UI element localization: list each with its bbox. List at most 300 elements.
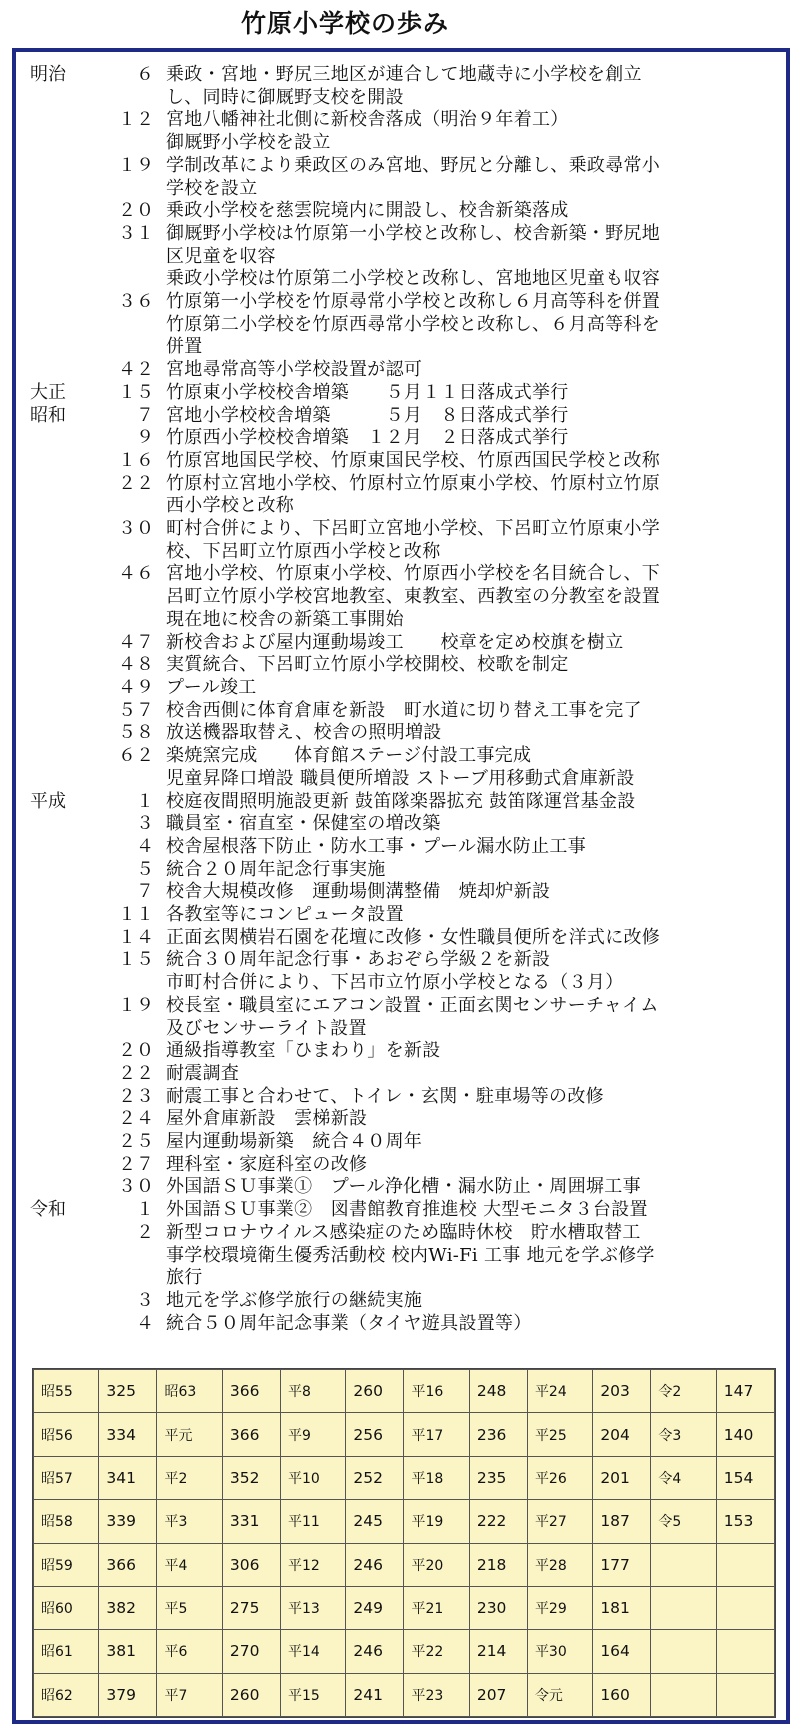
count-cell: 235 [469, 1456, 527, 1499]
history-entry [30, 1063, 784, 1086]
year-cell: 平20 [404, 1543, 469, 1586]
count-cell: 381 [99, 1630, 157, 1673]
era-label [30, 995, 96, 1040]
history-entry [30, 745, 784, 790]
year-label: ２２ [118, 472, 154, 494]
event-line: 外国語ＳＵ事業① プール浄化槽・漏水防止・周囲塀工事 [166, 1176, 641, 1198]
event-line: 実質統合、下呂町立竹原小学校開校、校歌を制定 [166, 654, 569, 676]
era-label: 大正 [30, 381, 66, 403]
year-label: １９ [118, 154, 154, 176]
year-cell: 平13 [280, 1586, 345, 1629]
event-line: 校舎屋根落下防止・防水工事・プール漏水防止工事 [166, 835, 586, 857]
count-cell: 187 [593, 1500, 651, 1543]
event-text [166, 654, 784, 677]
history-entry [30, 1176, 784, 1199]
enrollment-table-wrap [32, 1368, 776, 1718]
era-label: 昭和 [30, 404, 66, 426]
era-label [30, 473, 96, 518]
year-cell: 平9 [280, 1413, 345, 1456]
year-cell: 平27 [527, 1500, 592, 1543]
count-cell: 154 [716, 1456, 774, 1499]
year-label: ６ [136, 64, 154, 85]
year-label: １ [136, 790, 154, 812]
event-text [166, 927, 784, 950]
year-cell: 平3 [157, 1500, 222, 1543]
count-cell: 270 [222, 1630, 280, 1673]
era-label [30, 1176, 96, 1199]
event-text [166, 1290, 784, 1313]
event-text [166, 64, 784, 109]
event-text [166, 223, 784, 291]
count-cell: 382 [99, 1586, 157, 1629]
year-label: １１ [118, 904, 154, 926]
year-cell: 平元 [157, 1413, 222, 1456]
history-entry [30, 927, 784, 950]
year-cell: 昭58 [34, 1500, 99, 1543]
event-text [166, 109, 784, 154]
year-cell: 昭55 [34, 1370, 99, 1413]
count-cell: 201 [593, 1456, 651, 1499]
count-cell: 331 [222, 1500, 280, 1543]
table-row [34, 1500, 775, 1543]
history-entry [30, 791, 784, 814]
year-cell: 平15 [280, 1673, 345, 1716]
history-entry [30, 700, 784, 723]
event-line: プール竣工 [166, 676, 257, 698]
count-cell: 241 [346, 1673, 404, 1716]
event-line: 竹原第二小学校を竹原西尋常小学校と改称し、６月高等科を [166, 313, 661, 335]
event-line: 区児童を収容 [166, 245, 276, 267]
year-cell: 昭61 [34, 1630, 99, 1673]
event-text [166, 949, 784, 994]
era-label [30, 904, 96, 927]
era-label [30, 450, 96, 473]
year-label: ２０ [118, 200, 154, 222]
year-label: ４２ [118, 359, 154, 381]
year-label: １５ [118, 381, 154, 403]
year-cell: 昭59 [34, 1543, 99, 1586]
event-text [166, 745, 784, 790]
event-line: 呂町立竹原小学校宮地教室、東教室、西教室の分教室を設置 [166, 586, 661, 608]
count-cell: 275 [222, 1586, 280, 1629]
event-text [166, 1199, 784, 1222]
year-label: ２０ [118, 1040, 154, 1062]
year-cell: 昭62 [34, 1673, 99, 1716]
count-cell: 306 [222, 1543, 280, 1586]
event-line: 統合３０周年記念行事・あおぞら学級２を新設 [166, 949, 551, 971]
event-text [166, 155, 784, 200]
history-entry [30, 813, 784, 836]
event-text [166, 427, 784, 450]
year-label: ３０ [118, 518, 154, 540]
history-entry [30, 223, 784, 291]
year-cell: 令5 [651, 1500, 716, 1543]
year-cell: 平14 [280, 1630, 345, 1673]
year-cell: 昭60 [34, 1586, 99, 1629]
history-entry [30, 995, 784, 1040]
era-label [30, 700, 96, 723]
year-label: ４６ [118, 563, 154, 585]
history-entry [30, 382, 784, 405]
year-cell: 平2 [157, 1456, 222, 1499]
era-label [30, 291, 96, 359]
year-cell: 平17 [404, 1413, 469, 1456]
event-line: 屋内運動場新築 統合４０周年 [166, 1131, 423, 1153]
year-cell [651, 1543, 716, 1586]
event-line: 校庭夜間照明施設更新 鼓笛隊楽器拡充 鼓笛隊運営基金設 [166, 790, 636, 812]
year-label: ４９ [118, 676, 154, 698]
event-line: 学制改革により乗政区のみ宮地、野尻と分離し、乗政尋常小 [166, 154, 661, 176]
year-label: ３０ [118, 1176, 154, 1198]
history-entry [30, 1040, 784, 1063]
year-label: １６ [118, 449, 154, 471]
event-line: 現在地に校舎の新築工事開始 [166, 608, 404, 630]
event-line: 旅行 [166, 1267, 203, 1289]
event-line: 校舎西側に体育倉庫を新設 町水道に切り替え工事を完了 [166, 699, 642, 721]
era-label [30, 1040, 96, 1063]
event-line: 併置 [166, 336, 203, 358]
history-entry [30, 654, 784, 677]
event-line: 竹原西小学校校舎増築 １２月 ２日落成式挙行 [166, 427, 569, 449]
year-cell [651, 1630, 716, 1673]
era-label [30, 1131, 96, 1154]
count-cell: 203 [593, 1370, 651, 1413]
count-cell: 366 [222, 1413, 280, 1456]
count-cell: 246 [346, 1543, 404, 1586]
count-cell: 379 [99, 1673, 157, 1716]
history-entry [30, 291, 784, 359]
history-entry [30, 405, 784, 428]
count-cell: 177 [593, 1543, 651, 1586]
count-cell: 341 [99, 1456, 157, 1499]
year-cell: 平19 [404, 1500, 469, 1543]
era-label [30, 677, 96, 700]
history-entry [30, 1222, 784, 1290]
count-cell [716, 1543, 774, 1586]
era-label [30, 1290, 96, 1313]
history-entry [30, 1086, 784, 1109]
table-row [34, 1413, 775, 1456]
year-label: ７ [136, 404, 154, 426]
event-text [166, 405, 784, 428]
event-text [166, 1063, 784, 1086]
year-label: ３１ [118, 222, 154, 244]
table-row [34, 1543, 775, 1586]
era-label [30, 1086, 96, 1109]
count-cell: 249 [346, 1586, 404, 1629]
year-cell: 平21 [404, 1586, 469, 1629]
history-entry [30, 64, 784, 109]
event-text [166, 473, 784, 518]
event-text [166, 1154, 784, 1177]
history-entry [30, 450, 784, 473]
event-text [166, 1086, 784, 1109]
count-cell: 339 [99, 1500, 157, 1543]
era-label [30, 632, 96, 655]
year-label: １５ [118, 949, 154, 971]
count-cell: 236 [469, 1413, 527, 1456]
year-cell: 平6 [157, 1630, 222, 1673]
history-entry [30, 563, 784, 631]
year-cell [651, 1673, 716, 1716]
history-entry [30, 1290, 784, 1313]
event-text [166, 881, 784, 904]
year-label: １ [136, 1199, 154, 1221]
event-line: 宮地八幡神社北側に新校舎落成（明治９年着工） [166, 109, 569, 131]
event-text [166, 1176, 784, 1199]
era-label [30, 1313, 96, 1336]
event-line: 竹原村立宮地小学校、竹原村立竹原東小学校、竹原村立竹原 [166, 472, 661, 494]
count-cell: 164 [593, 1630, 651, 1673]
history-entry [30, 904, 784, 927]
year-label: ７ [136, 881, 154, 903]
count-cell: 204 [593, 1413, 651, 1456]
year-cell: 平30 [527, 1630, 592, 1673]
history-entry [30, 109, 784, 154]
event-line: 乗政・宮地・野尻三地区が連合して地蔵寺に小学校を創立 [166, 64, 642, 85]
event-line: 児童昇降口増設 職員便所増設 ストーブ用移動式倉庫新設 [166, 767, 635, 789]
event-text [166, 677, 784, 700]
era-label [30, 1154, 96, 1177]
count-cell: 218 [469, 1543, 527, 1586]
count-cell: 222 [469, 1500, 527, 1543]
event-text [166, 995, 784, 1040]
year-label: ４ [136, 835, 154, 857]
event-text [166, 904, 784, 927]
event-line: 耐震工事と合わせて、トイレ・玄関・駐車場等の改修 [166, 1085, 604, 1107]
count-cell: 207 [469, 1673, 527, 1716]
history-entry [30, 836, 784, 859]
table-row [34, 1456, 775, 1499]
year-cell: 令元 [527, 1673, 592, 1716]
event-line: 町村合併により、下呂町立宮地小学校、下呂町立竹原東小学 [166, 518, 661, 540]
year-cell: 令2 [651, 1370, 716, 1413]
event-line: 竹原第一小学校を竹原尋常小学校と改称し６月高等科を併置 [166, 291, 661, 313]
year-cell: 平8 [280, 1370, 345, 1413]
count-cell: 366 [222, 1370, 280, 1413]
year-cell [651, 1586, 716, 1629]
year-cell: 平5 [157, 1586, 222, 1629]
count-cell [716, 1630, 774, 1673]
history-entry [30, 632, 784, 655]
era-label [30, 927, 96, 950]
history-entry [30, 1108, 784, 1131]
count-cell: 214 [469, 1630, 527, 1673]
event-text [166, 632, 784, 655]
year-label: ２５ [118, 1131, 154, 1153]
era-label [30, 155, 96, 200]
event-text [166, 518, 784, 563]
era-label [30, 881, 96, 904]
year-cell: 平16 [404, 1370, 469, 1413]
event-line: 宮地小学校校舎増築 ５月 ８日落成式挙行 [166, 404, 569, 426]
history-entry [30, 677, 784, 700]
year-label: １２ [118, 109, 154, 131]
count-cell: 256 [346, 1413, 404, 1456]
history-entry [30, 427, 784, 450]
year-label: ４７ [118, 631, 154, 653]
table-row [34, 1673, 775, 1716]
year-cell: 平4 [157, 1543, 222, 1586]
event-line: 統合２０周年記念行事実施 [166, 858, 386, 880]
event-line: 放送機器取替え、校舎の照明増設 [166, 722, 442, 744]
event-line: 外国語ＳＵ事業② 図書館教育推進校 大型モニタ３台設置 [166, 1199, 648, 1221]
era-label [30, 109, 96, 154]
event-text [166, 836, 784, 859]
count-cell: 140 [716, 1413, 774, 1456]
history-entry [30, 722, 784, 745]
year-label: ３ [136, 813, 154, 835]
event-line: 地元を学ぶ修学旅行の継続実施 [166, 1289, 423, 1311]
count-cell [716, 1673, 774, 1716]
event-line: 理科室・家庭科室の改修 [166, 1153, 368, 1175]
history-entry [30, 518, 784, 563]
event-text [166, 291, 784, 359]
event-line: 及びセンサーライト設置 [166, 1017, 367, 1039]
count-cell: 147 [716, 1370, 774, 1413]
history-entry [30, 1313, 784, 1336]
year-label: ５ [136, 858, 154, 880]
era-label [30, 427, 96, 450]
era-label [30, 859, 96, 882]
year-label: ２２ [118, 1062, 154, 1084]
era-label [30, 359, 96, 382]
year-label: ５７ [118, 699, 154, 721]
history-entry [30, 473, 784, 518]
year-label: ９ [136, 427, 154, 449]
year-label: ６２ [118, 745, 154, 767]
event-line: 職員室・宿直室・保健室の増改築 [166, 813, 441, 835]
year-cell: 令3 [651, 1413, 716, 1456]
event-line: 新校舎および屋内運動場竣工 校章を定め校旗を樹立 [166, 631, 624, 653]
event-line: 正面玄関横岩石園を花壇に改修・女性職員便所を洋式に改修 [166, 926, 661, 948]
page-title: 竹原小学校の歩み [240, 9, 449, 38]
history-entry [30, 881, 784, 904]
era-label [30, 813, 96, 836]
history-entry [30, 1154, 784, 1177]
count-cell: 325 [99, 1370, 157, 1413]
era-label [30, 223, 96, 291]
event-text [166, 1222, 784, 1290]
count-cell: 246 [346, 1630, 404, 1673]
event-text [166, 1108, 784, 1131]
history-entry [30, 200, 784, 223]
era-label: 明治 [30, 64, 66, 85]
event-text [166, 1313, 784, 1336]
era-label [30, 949, 96, 994]
count-cell: 252 [346, 1456, 404, 1499]
count-cell: 352 [222, 1456, 280, 1499]
year-label: ５８ [118, 722, 154, 744]
year-cell: 平26 [527, 1456, 592, 1499]
event-line: 西小学校と改称 [166, 495, 295, 517]
year-label: １４ [118, 926, 154, 948]
enrollment-table [33, 1369, 775, 1717]
event-line: 乗政小学校を慈雲院境内に開設し、校舎新築落成 [166, 200, 569, 222]
year-label: ４ [136, 1312, 154, 1334]
event-line: 各教室等にコンピュータ設置 [166, 904, 404, 926]
era-label [30, 1222, 96, 1290]
era-label [30, 654, 96, 677]
year-cell: 平28 [527, 1543, 592, 1586]
era-label [30, 200, 96, 223]
year-cell: 平12 [280, 1543, 345, 1586]
year-label: ３ [136, 1289, 154, 1311]
event-line: 御厩野小学校は竹原第一小学校と改称し、校舎新築・野尻地 [166, 222, 661, 244]
year-cell: 平7 [157, 1673, 222, 1716]
count-cell: 260 [346, 1370, 404, 1413]
count-cell: 160 [593, 1673, 651, 1716]
year-cell: 昭57 [34, 1456, 99, 1499]
count-cell: 248 [469, 1370, 527, 1413]
year-cell: 平29 [527, 1586, 592, 1629]
era-label [30, 722, 96, 745]
year-cell: 平25 [527, 1413, 592, 1456]
era-label [30, 1108, 96, 1131]
event-line: 通級指導教室「ひまわり」を新設 [166, 1040, 441, 1062]
event-text [166, 563, 784, 631]
event-line: し、同時に御厩野支校を開設 [166, 86, 404, 108]
year-cell: 平22 [404, 1630, 469, 1673]
event-text [166, 359, 784, 382]
event-text [166, 791, 784, 814]
era-label [30, 518, 96, 563]
event-line: 竹原東小学校校舎増築 ５月１１日落成式挙行 [166, 381, 569, 403]
table-row [34, 1630, 775, 1673]
event-text [166, 813, 784, 836]
content-frame [12, 48, 790, 1724]
event-line: 事学校環境衛生優秀活動校 校内Wi-Fi 工事 地元を学ぶ修学 [166, 1244, 655, 1266]
event-line: 学校を設立 [166, 177, 258, 199]
year-cell: 昭63 [157, 1370, 222, 1413]
event-line: 御厩野小学校を設立 [166, 132, 331, 154]
event-text [166, 1040, 784, 1063]
history-list [30, 64, 784, 1335]
event-line: 宮地小学校、竹原東小学校、竹原西小学校を名目統合し、下 [166, 563, 661, 585]
era-label [30, 1063, 96, 1086]
count-cell [716, 1586, 774, 1629]
count-cell: 181 [593, 1586, 651, 1629]
year-cell: 平10 [280, 1456, 345, 1499]
event-line: 楽焼窯完成 体育館ステージ付設工事完成 [166, 745, 532, 767]
era-label [30, 836, 96, 859]
event-text [166, 859, 784, 882]
year-label: ２７ [118, 1153, 154, 1175]
year-cell: 平11 [280, 1500, 345, 1543]
era-label [30, 745, 96, 790]
event-line: 竹原宮地国民学校、竹原東国民学校、竹原西国民学校と改称 [166, 449, 661, 471]
event-line: 校長室・職員室にエアコン設置・正面玄関センサーチャイム [166, 994, 659, 1016]
history-entry [30, 155, 784, 200]
history-entry [30, 1131, 784, 1154]
event-line: 新型コロナウイルス感染症のため臨時休校 貯水槽取替工 [166, 1221, 641, 1243]
event-text [166, 450, 784, 473]
count-cell: 366 [99, 1543, 157, 1586]
event-text [166, 1131, 784, 1154]
history-entry [30, 1199, 784, 1222]
event-line: 宮地尋常高等小学校設置が認可 [166, 359, 423, 381]
event-text [166, 382, 784, 405]
era-label: 平成 [30, 790, 66, 812]
year-label: ４８ [118, 654, 154, 676]
event-text [166, 700, 784, 723]
event-line: 耐震調査 [166, 1062, 240, 1084]
event-line: 統合５０周年記念事業（タイヤ遊具設置等） [166, 1312, 532, 1334]
event-line: 校、下呂町立竹原西小学校と改称 [166, 540, 441, 562]
table-row [34, 1370, 775, 1413]
year-label: ２ [136, 1221, 154, 1243]
event-line: 校舎大規模改修 運動場側溝整備 焼却炉新設 [166, 881, 551, 903]
